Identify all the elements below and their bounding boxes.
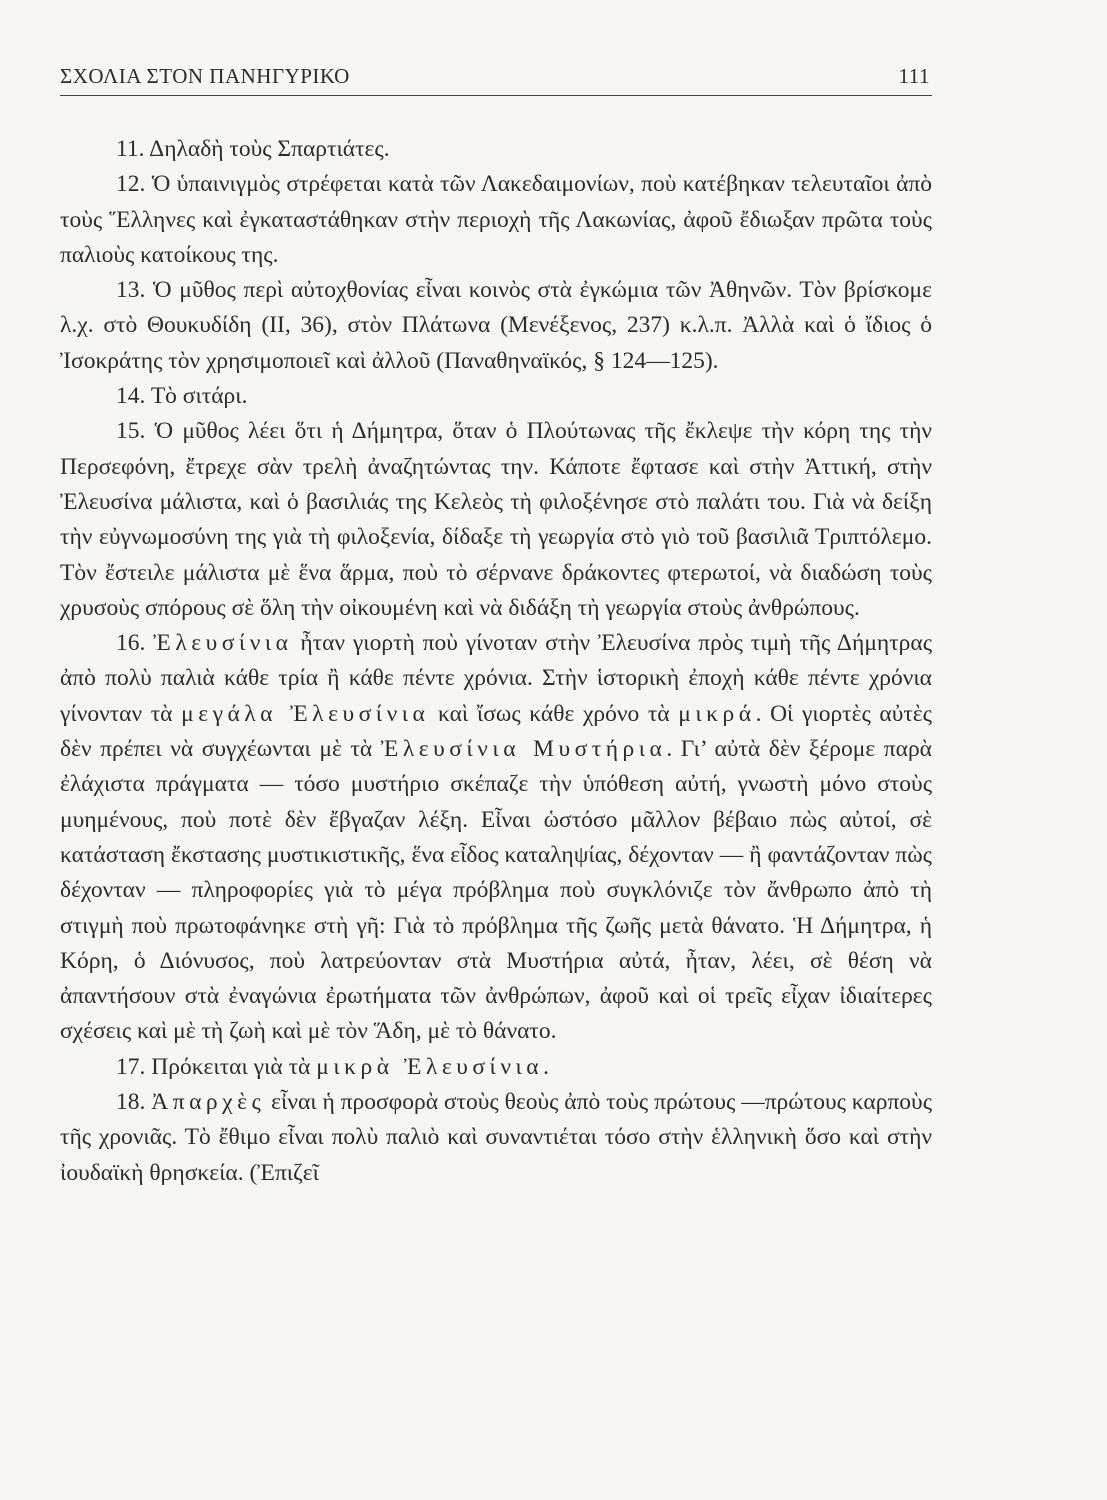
note-16-spaced-term: μικρά (678, 700, 756, 727)
running-title: ΣΧΟΛΙΑ ΣΤΟΝ ΠΑΝΗΓΥΡΙΚΟ (60, 64, 350, 88)
note-16-text: ἦταν γιορτὴ ποὺ γίνοταν στὴν Ἐλευσίνα πρὸς τιμὴ τῆς Δήμητρας ἀπὸ πολὺ παλιὰ κάθε τρία ἢ κάθε πέντε χρόνια. Στὴν ἱστορικὴ ἐποχὴ κάθε πέντε χρόνια γίνονταν τὰ (60, 630, 933, 727)
note-17 (60, 1050, 932, 1085)
page-number: 111 (898, 64, 930, 88)
note-14: 14. Τὸ σιτάρι. (116, 383, 248, 410)
note-16-text: 16. (116, 630, 154, 657)
note-16-spaced-term: Ἐλευσίνια Μυστήρια (380, 736, 667, 763)
note-18 (60, 1085, 932, 1191)
note-16-text: . Οἱ γιορτὲς αὐτὲς δὲν πρέπει νὰ συγχέωνται μὲ τὰ (60, 700, 932, 763)
note-11: 11. Δηλαδὴ τοὺς Σπαρτιάτες. (116, 136, 390, 162)
note-16-spaced-term: Ἐλευσίνια (153, 630, 293, 657)
note-17-text: 17. Πρόκειται γιὰ τὰ (116, 1053, 317, 1080)
note-18-text: εἶναι ἡ προσφορὰ στοὺς θεοὺς ἀπὸ τοὺς πρώτους —πρώτους καρποὺς τῆς χρονιᾶς. Τὸ ἔθιμο εἶναι πολὺ παλιὸ καὶ συναντιέται τόσο στὴν ἑλληνικὴ ὅσο καὶ στὴν ἰουδαϊκὴ θρησκεία. (Ἐπιζεῖ (60, 1089, 933, 1186)
note-17-spaced-term: μικρὰ Ἐλευσίνια (316, 1053, 544, 1080)
note-18-text: 18. (116, 1089, 152, 1116)
note-13: 13. Ὁ μῦθος περὶ αὐτοχθονίας εἶναι κοινὸς στὰ ἐγκώμια τῶν Ἀθηνῶν. Τὸν βρίσκομε λ.χ. στὸ Θουκυδίδη (ΙΙ, 36), στὸν Πλάτωνα (Μενέξενος, 237) κ.λ.π. Ἀλλὰ καὶ ὁ ἴδιος ὁ Ἰσοκράτης τὸν χρησιμοποιεῖ καὶ ἀλλοῦ (Παναθηναϊκός, § 124—125). (60, 277, 932, 374)
note-16-spaced-term: μεγάλα Ἐλευσίνια (181, 700, 430, 727)
note-16-text: . Γι’ αὐτὰ δὲν ξέρομε παρὰ ἐλάχιστα πράγματα — τόσο μυστήριο σκέπαζε τὴν ὑπόθεση αὐτή, γνωστὴ μόνο στοὺς μυημένους, ποὺ ποτὲ δὲν ἔβγαζαν λέξη. Εἶναι ὡστόσο μᾶλλον βέβαιο πὼς αὐτοί, σὲ κατάσταση ἔκστασης μυστικιστικῆς, ἕνα εἶδος καταληψίας, δέχονταν — ἢ φαντάζονταν πὼς δέχονταν — πληροφορίες γιὰ τὸ μέγα πρόβλημα ποὺ συγκλόνιζε τὸν ἄνθρωπο ἀπὸ τὴ στιγμὴ ποὺ πρωτοφάνηκε στὴ γῆ: Γιὰ τὸ πρόβλημα τῆς ζωῆς μετὰ θάνατο. Ἡ Δήμητρα, ἡ Κόρη, ὁ Διόνυσος, ποὺ λατρεύονταν στὰ Μυστήρια αὐτά, ἦταν, λέει, σὲ θέση νὰ ἀπαντήσουν στὰ ἐναγώνια ἐρωτήματα τῶν ἀνθρώπων, ἀφοῦ καὶ οἱ τρεῖς εἶχαν ἰδιαίτερες σχέσεις καὶ μὲ τὴ ζωὴ καὶ μὲ τὸν Ἅδη, μὲ τὸ θάνατο. (60, 736, 932, 1045)
notes-body (60, 132, 932, 1191)
note-16-text: καὶ ἴσως κάθε χρόνο τὰ (429, 700, 679, 727)
running-head (60, 64, 932, 96)
note-12: 12. Ὁ ὑπαινιγμὸς στρέφεται κατὰ τῶν Λακεδαιμονίων, ποὺ κατέβηκαν τελευταῖοι ἀπὸ τοὺς Ἕλληνες καὶ ἐγκαταστάθηκαν στὴν περιοχὴ τῆς Λακωνίας, ἀφοῦ ἔδιωξαν πρῶτα τοὺς παλιοὺς κατοίκους της. (60, 171, 932, 268)
book-page (60, 64, 932, 1191)
note-16 (60, 626, 932, 1050)
note-15: 15. Ὁ μῦθος λέει ὅτι ἡ Δήμητρα, ὅταν ὁ Πλούτωνας τῆς ἔκλεψε τὴν κόρη της τὴν Περσεφόνη, ἔτρεχε σὰν τρελὴ ἀναζητώντας την. Κάποτε ἔφτασε καὶ στὴν Ἀττική, στὴν Ἐλευσίνα μάλιστα, καὶ ὁ βασιλιάς της Κελεὸς τὴ φιλοξένησε στὸ παλάτι του. Γιὰ νὰ δείξη τὴν εὐγνωμοσύνη της γιὰ τὴ φιλοξενία, δίδαξε τὴ γεωργία στὸ γιὸ τοῦ βασιλιᾶ Τριπτόλεμο. Τὸν ἔστειλε μάλιστα μὲ ἕνα ἅρμα, ποὺ τὸ σέρνανε δράκοντες φτερωτοί, νὰ διαδώση τοὺς χρυσοὺς σπόρους σὲ ὅλη τὴν οἰκουμένη καὶ νὰ διδάξη τὴ γεωργία στοὺς ἀνθρώπους. (60, 418, 932, 621)
note-17-text: . (543, 1053, 549, 1080)
note-18-spaced-term: Ἀπαρχὲς (151, 1089, 266, 1116)
